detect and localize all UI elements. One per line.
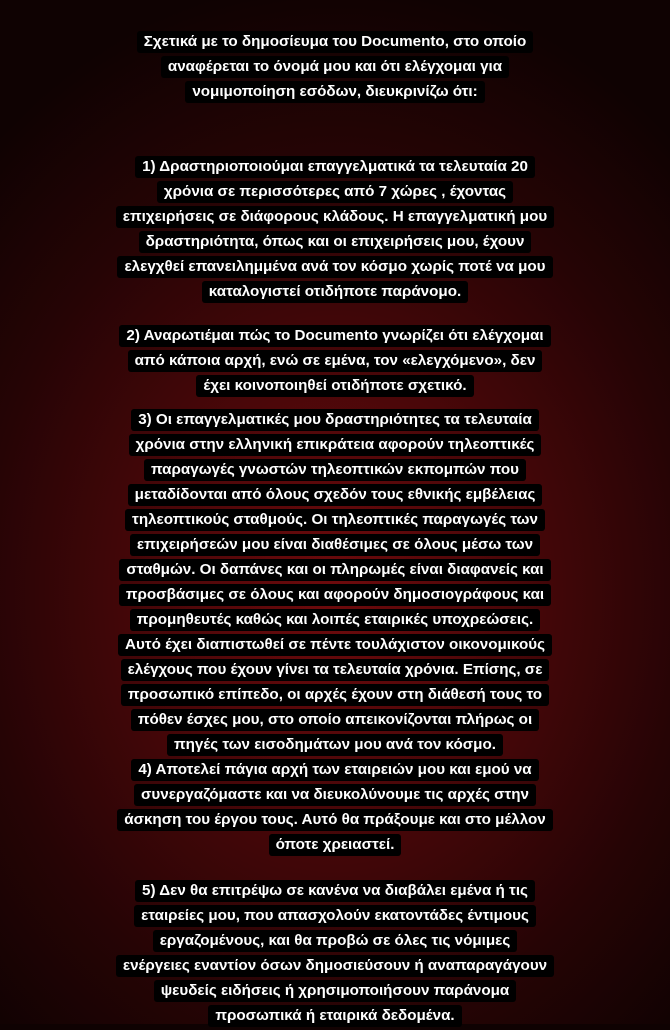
text-line: νομιμοποίηση εσόδων, διευκρινίζω ότι:: [185, 81, 484, 103]
text-line: 1) Δραστηριοποιούμαι επαγγελματικά τα τελευταία 20: [135, 156, 535, 178]
text-line: πηγές των εισοδημάτων μου ανά τον κόσμο.: [167, 734, 503, 756]
text-line: συνεργαζόμαστε και να διευκολύνουμε τις αρχές στην: [134, 784, 536, 806]
point-5-paragraph: [0, 880, 670, 1030]
text-line: επιχειρήσεών μου είναι διαθέσιμες σε όλους μέσω των: [130, 534, 540, 556]
text-line: επιχειρήσεις σε διάφορους κλάδους. Η επαγγελματική μου: [116, 206, 554, 228]
text-line: όποτε χρειαστεί.: [269, 834, 402, 856]
text-line: χρόνια σε περισσότερες από 7 χώρες , έχοντας: [157, 181, 513, 203]
text-line: τηλεοπτικούς σταθμούς. Οι τηλεοπτικές παραγωγές των: [125, 509, 545, 531]
text-line: 3) Οι επαγγελματικές μου δραστηριότητες τα τελευταία: [131, 409, 539, 431]
point-4-paragraph: [0, 759, 670, 859]
text-line: δραστηριότητα, όπως και οι επιχειρήσεις μου, έχουν: [139, 231, 532, 253]
text-line: 5) Δεν θα επιτρέψω σε κανένα να διαβάλει εμένα ή τις: [135, 880, 535, 902]
text-line: εργαζομένους, και θα προβώ σε όλες τις νόμιμες: [153, 930, 518, 952]
text-line: Αυτό έχει διαπιστωθεί σε πέντε τουλάχιστον οικονομικούς: [118, 634, 552, 656]
text-line: Σχετικά με το δημοσίευμα του Documento, στο οποίο: [137, 31, 533, 53]
text-line: εταιρείες μου, που απασχολούν εκατοντάδες έντιμους: [134, 905, 536, 927]
text-line: προσωπικά ή εταιρικά δεδομένα.: [208, 1005, 461, 1027]
point-1-paragraph: [0, 156, 670, 306]
text-line: χρόνια στην ελληνική επικράτεια αφορούν τηλεοπτικές: [129, 434, 542, 456]
text-line: από κάποια αρχή, ενώ σε εμένα, τον «ελεγχόμενο», δεν: [128, 350, 543, 372]
text-line: ψευδείς ειδήσεις ή χρησιμοποιήσουν παράνομα: [154, 980, 517, 1002]
point-2-paragraph: [0, 325, 670, 400]
text-line: προσωπικό επίπεδο, οι αρχές έχουν στη διάθεσή τους το: [121, 684, 549, 706]
text-line: άσκηση του έργου τους. Αυτό θα πράξουμε και στο μέλλον: [117, 809, 553, 831]
text-line: ελεγχθεί επανειλημμένα ανά τον κόσμο χωρίς ποτέ να μου: [117, 256, 552, 278]
text-line: προμηθευτές καθώς και λοιπές εταιρικές υποχρεώσεις.: [130, 609, 540, 631]
text-line: 2) Αναρωτιέμαι πώς το Documento γνωρίζει ότι ελέγχομαι: [119, 325, 550, 347]
text-line: μεταδίδονται από όλους σχεδόν τους εθνικής εμβέλειας: [128, 484, 543, 506]
text-line: προσβάσιμες σε όλους και αφορούν δημοσιογράφους και: [119, 584, 551, 606]
text-line: έχει κοινοποιηθεί οτιδήποτε σχετικό.: [196, 375, 473, 397]
intro-paragraph: [0, 31, 670, 106]
text-line: πόθεν έσχες μου, στο οποίο απεικονίζονται πλήρως οι: [131, 709, 539, 731]
text-line: 4) Αποτελεί πάγια αρχή των εταιρειών μου και εμού να: [131, 759, 538, 781]
text-line: παραγωγές γνωστών τηλεοπτικών εκπομπών που: [144, 459, 526, 481]
point-3-paragraph: [0, 409, 670, 759]
text-line: ελέγχους που έχουν γίνει τα τελευταία χρόνια. Επίσης, σε: [121, 659, 550, 681]
text-line: σταθμών. Οι δαπάνες και οι πληρωμές είναι διαφανείς και: [119, 559, 550, 581]
text-line: ενέργειες εναντίον όσων δημοσιεύσουν ή αναπαραγάγουν: [116, 955, 554, 977]
text-line: αναφέρεται το όνομά μου και ότι ελέγχομαι για: [161, 56, 509, 78]
text-line: καταλογιστεί οτιδήποτε παράνομο.: [202, 281, 468, 303]
